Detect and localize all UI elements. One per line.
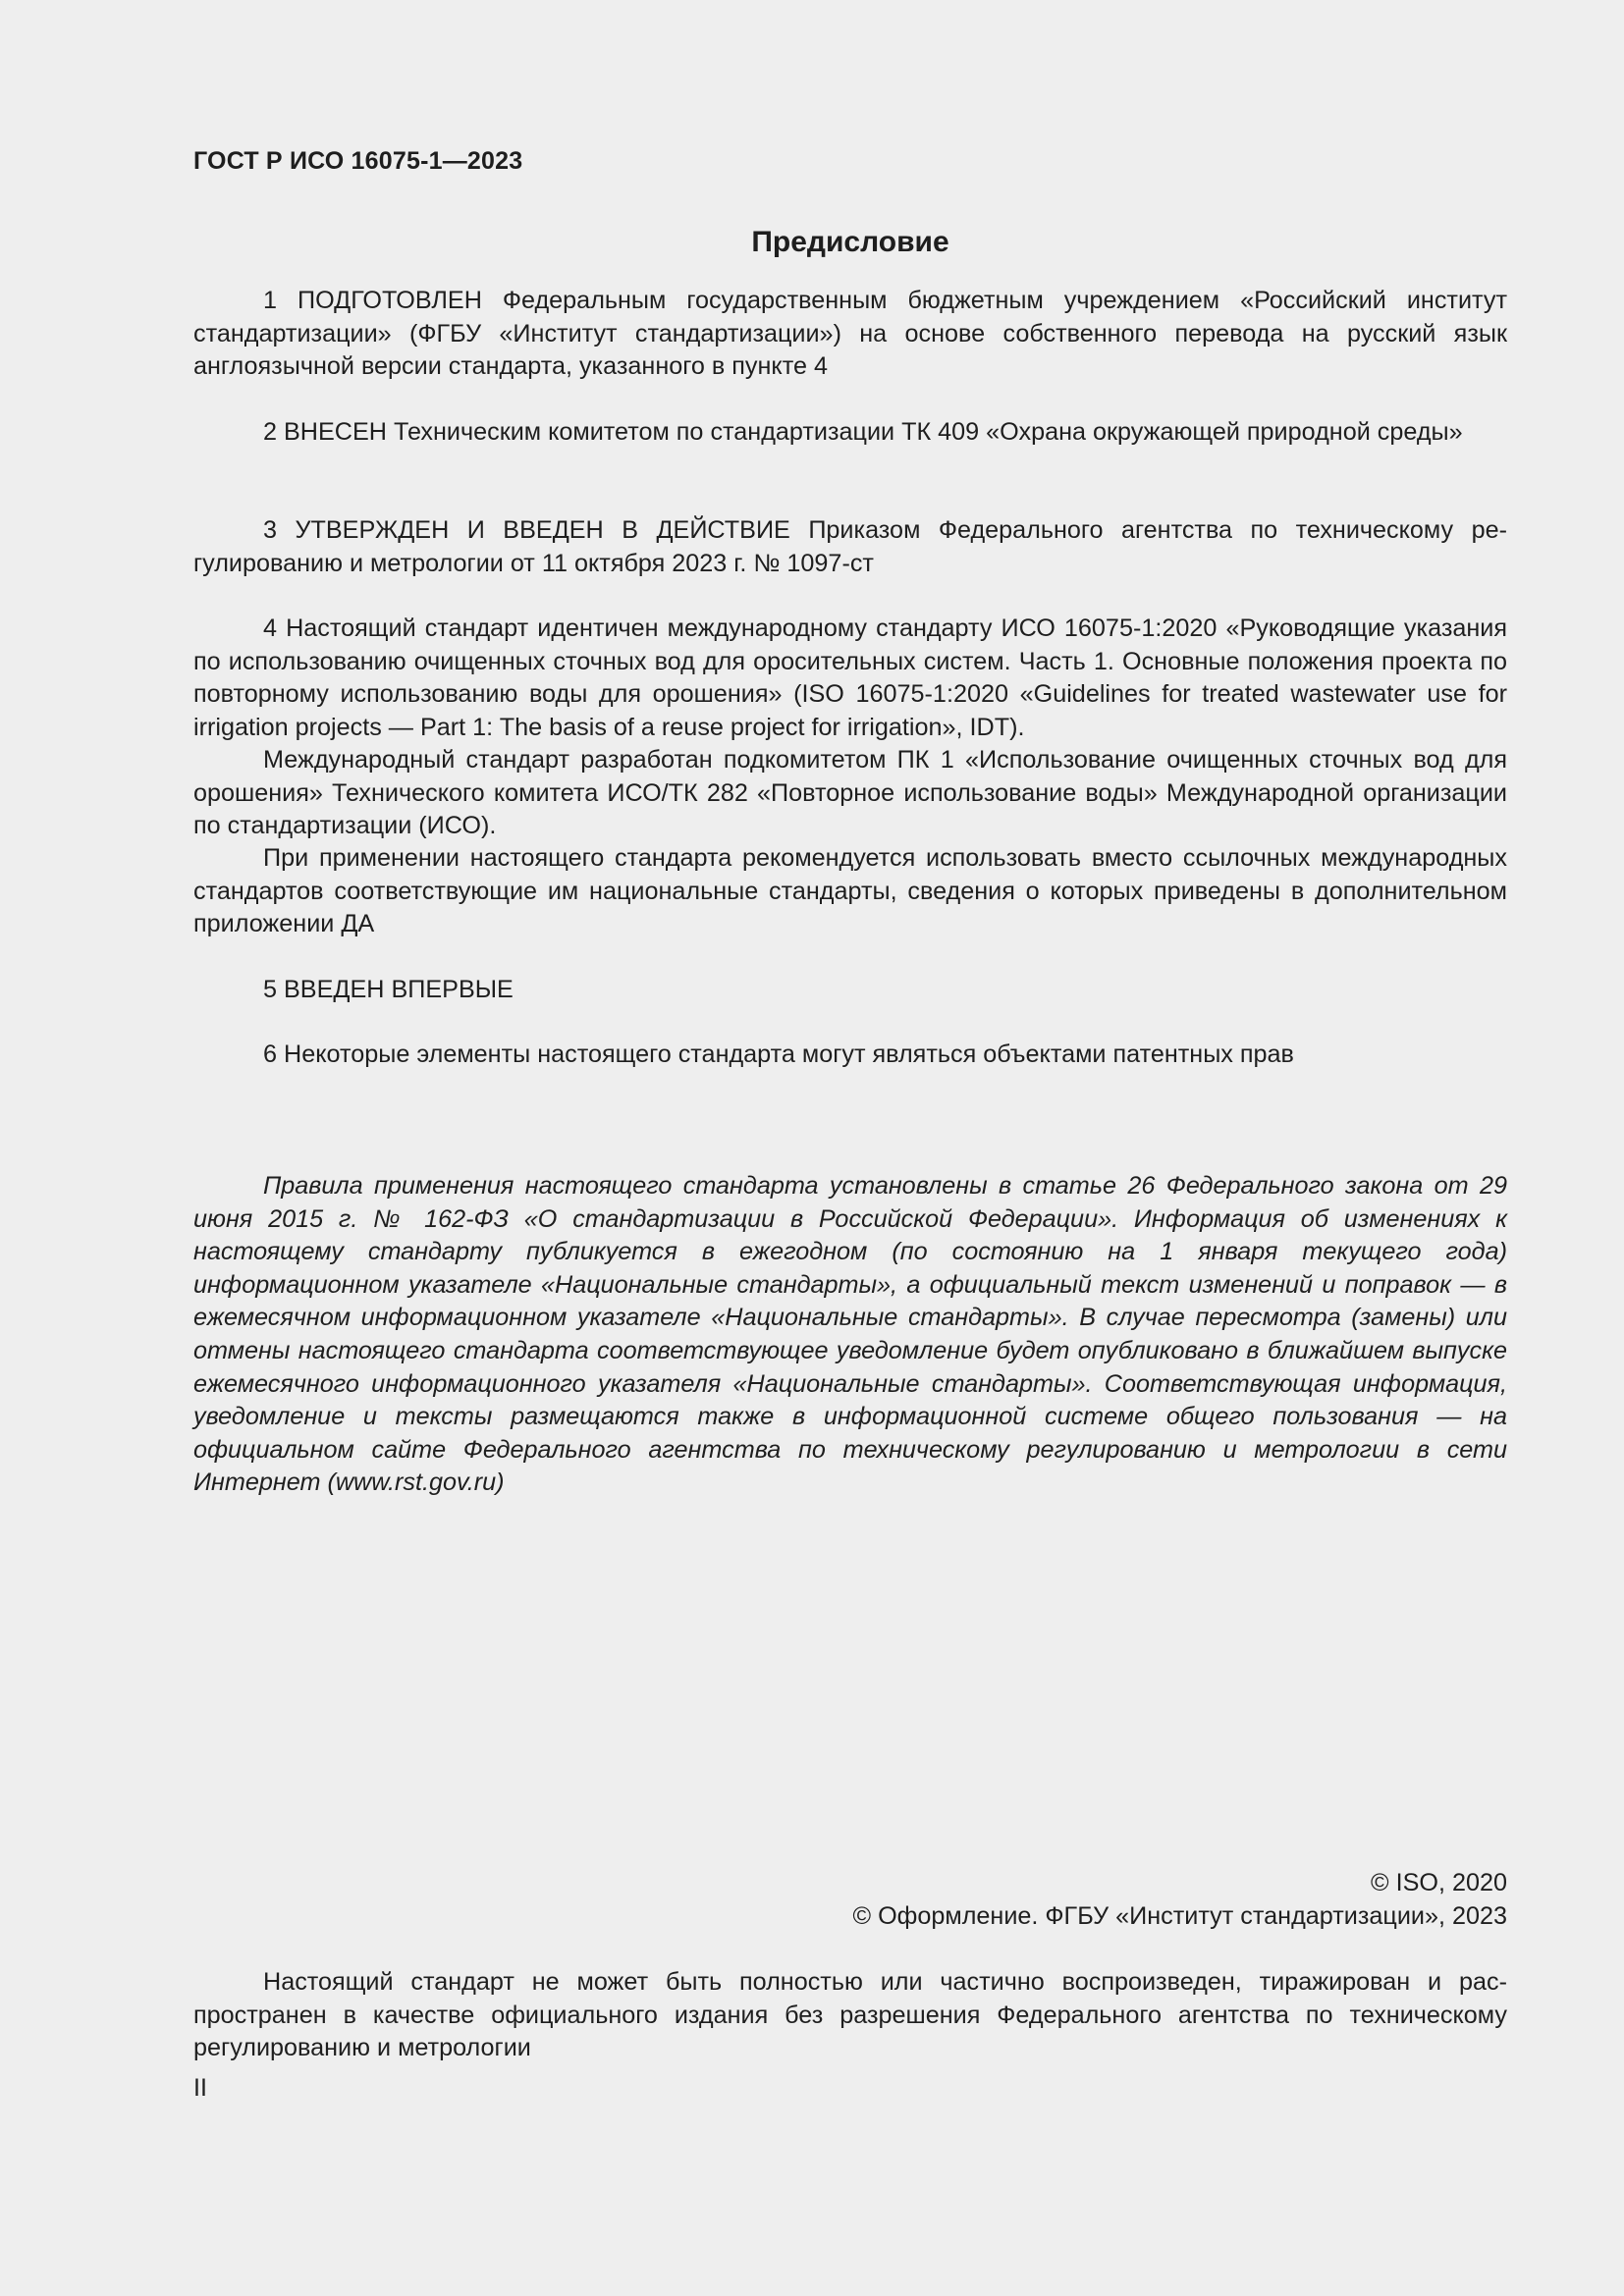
copyright-design: © Оформление. ФГБУ «Институт стандартизации», 2023: [852, 1901, 1507, 1930]
paragraph-2-introduced: 2 ВНЕСЕН Техническим комитетом по стандартизации ТК 409 «Охрана окружающей природной среды»: [263, 418, 1463, 446]
paragraph-5-first-introduced: 5 ВВЕДЕН ВПЕРВЫЕ: [263, 976, 514, 1003]
reproduction-restriction-note: Настоящий стандарт не может быть полностью или частично воспроизведен, тиражирован и распространен в качестве официального издания без разрешения Федерального агентства по техническому регулированию и метрологии: [193, 1968, 1507, 2062]
rules-of-application-note: Правила применения настоящего стандарта установлены в статье 26 Федерального закона от 29 июня 2015 г. № 162-ФЗ «О стандартизации в Российской Федерации». Информация об изменениях к настоящему стандарту публикуется в ежегодном (по состоянию на 1 января текущего года) информационном указателе «Национальные стандарты», а официальный текст изменений и поправок — в ежемесячном информационном указателе «Национальные стандарты». В случае пересмотра (замены) или отмены настоящего стандарта соответствующее уведомление будет опубликовано в ближайшем выпуске ежемесячного информационного указателя «Национальные стандарты». Соответствующая информация, уведомление и тексты размещаются также в информационной системе общего пользования — на официальном сайте Федерального агентства по техническому регулированию и метрологии в сети Интернет (www.rst.gov.ru): [193, 1172, 1507, 1497]
paragraph-1-prepared: 1 ПОДГОТОВЛЕН Федеральным государственным бюджетным учреждением «Российский институт стандартизации» (ФГБУ «Институт стандартизации») на основе собственного перевода на русский язык англоязычной версии стандарта, указанного в пункте 4: [193, 287, 1507, 381]
copyright-block: [193, 1867, 1507, 1933]
copyright-iso: © ISO, 2020: [1371, 1869, 1507, 1896]
paragraph-6-patent-rights: 6 Некоторые элементы настоящего стандарта могут являться объектами патентных прав: [263, 1041, 1294, 1068]
document-page: [193, 0, 1507, 2296]
document-code: ГОСТ Р ИСО 16075-1—2023: [193, 147, 523, 175]
paragraph-4-identical: 4 Настоящий стандарт идентичен международному стандарту ИСО 16075-1:2020 «Руководящие указания по использованию очищенных сточных вод для оросительных систем. Часть 1. Основные положения проекта по повторному использованию воды для орошения» (ISO 16075-1:2020 «Guidelines for treated wastewater use for irrigation projects — Part 1: The basis of a reuse project for irrigation», IDT).: [193, 614, 1507, 741]
paragraph-4-national-standards: При применении настоящего стандарта рекомендуется использовать вместо ссылочных международных стандартов соответствующие им национальные стандарты, сведения о которых приведены в дополнительном приложении ДА: [193, 844, 1507, 938]
page-title: Предисловие: [751, 226, 949, 258]
page-number: II: [193, 2074, 207, 2102]
paragraph-3-approved: 3 УТВЕРЖДЕН И ВВЕДЕН В ДЕЙСТВИЕ Приказом Федерального агентства по техническому регулированию и метрологии от 11 октября 2023 г. № 1097-ст: [193, 516, 1507, 577]
paragraph-4-subcommittee: Международный стандарт разработан подкомитетом ПК 1 «Использование очищенных сточных вод для орошения» Технического комитета ИСО/ТК 282 «Повторное использование воды» Международной организации по стандартизации (ИСО).: [193, 746, 1507, 840]
